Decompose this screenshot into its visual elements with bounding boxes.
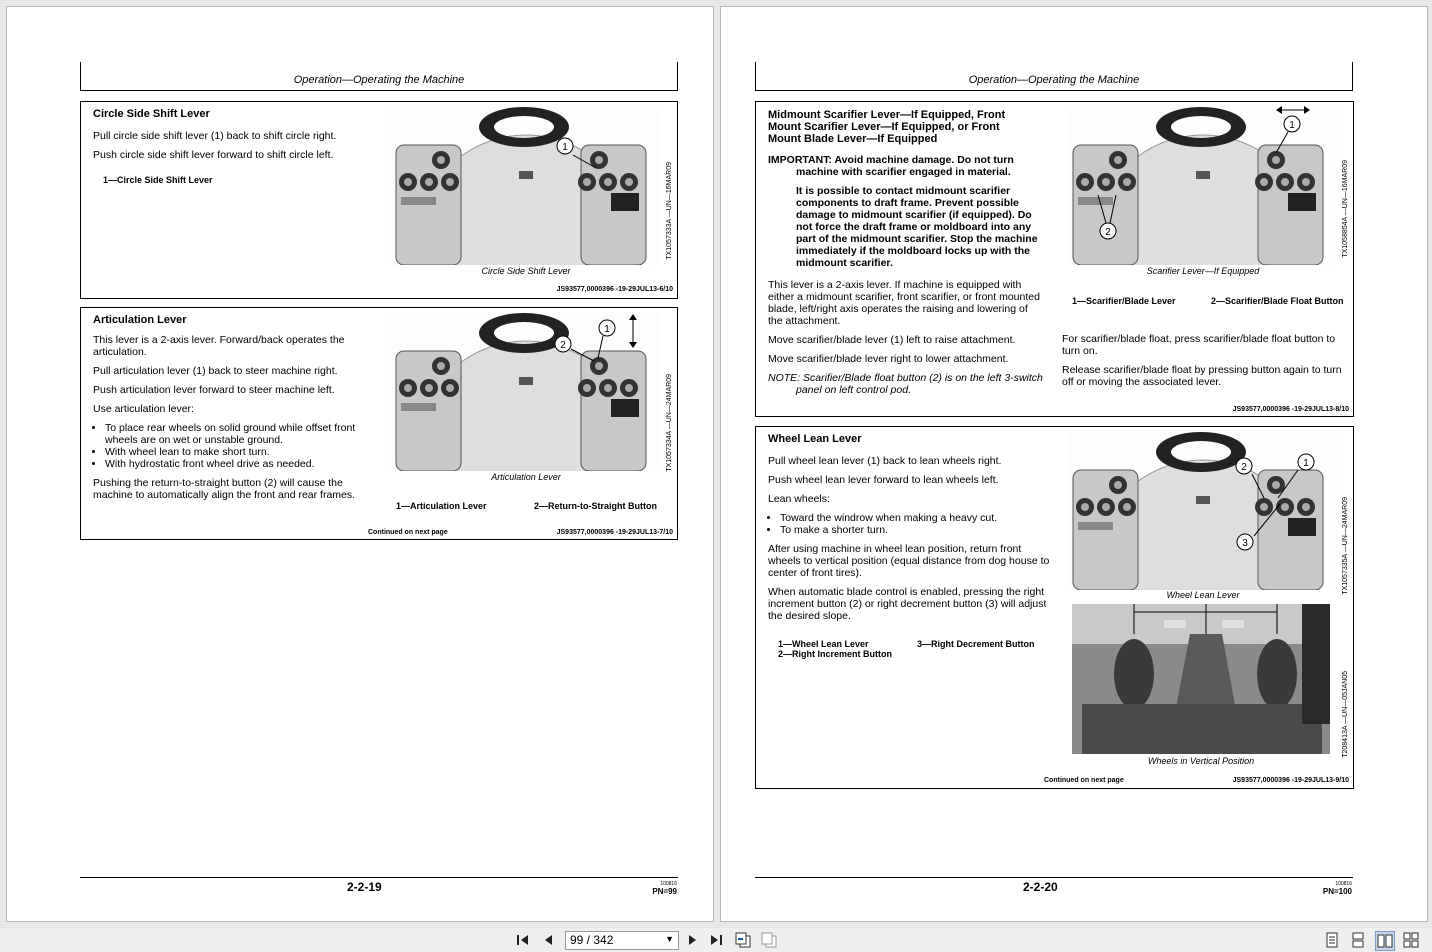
- continued-note: Continued on next page: [368, 529, 448, 536]
- single-page-icon[interactable]: [1323, 931, 1341, 949]
- doc-ref: JS93577,0000396 -19-29JUL13-6/10: [556, 286, 673, 293]
- continued-note: Continued on next page: [1044, 777, 1124, 784]
- svg-text:2: 2: [1105, 227, 1111, 238]
- prev-page-icon[interactable]: [540, 931, 558, 949]
- two-page-continuous-icon[interactable]: [1402, 931, 1420, 949]
- svg-text:1: 1: [1289, 120, 1295, 131]
- last-page-icon[interactable]: [707, 931, 725, 949]
- paragraph: Move scarifier/blade lever right to lower attachment.: [768, 353, 1009, 365]
- paragraph: Push wheel lean lever forward to lean wheels left.: [768, 474, 999, 486]
- figure-legend: 2—Scarifier/Blade Float Button: [1211, 296, 1344, 306]
- paragraph: Release scarifier/blade float by pressing button again to turn off or moving the associated lever.: [1062, 364, 1342, 388]
- left-page: [6, 6, 714, 922]
- paragraph: Pull wheel lean lever (1) back to lean wheels right.: [768, 455, 1002, 467]
- wheels-photo: [1072, 604, 1330, 754]
- footer-rule: [755, 877, 1353, 878]
- list-item: • To make a shorter turn.: [780, 524, 1052, 536]
- figure-legend: 1—Circle Side Shift Lever: [103, 175, 213, 185]
- paragraph: For scarifier/blade float, press scarifier/blade float button to turn on.: [1062, 333, 1336, 357]
- list-item: • With wheel lean to make short turn.: [105, 446, 371, 458]
- figure-id: TX1057335A —UN—24MAR09: [1342, 497, 1349, 595]
- svg-text:1: 1: [1303, 458, 1309, 469]
- section-title: Midmount Scarifier Lever—If Equipped, Front Mount Scarifier Lever—If Equipped, or Front Mount Blade Lever—If Equipped: [768, 109, 1006, 145]
- figure-id: TX1057334A —UN—24MAR09: [666, 374, 673, 472]
- note: NOTE: Scarifier/Blade float button (2) is on the left 3-switch panel on left control pod.: [768, 372, 1043, 396]
- paragraph: Push articulation lever forward to steer machine left.: [93, 384, 335, 396]
- first-page-icon[interactable]: [514, 931, 532, 949]
- list-item: • Toward the windrow when making a heavy cut.: [780, 512, 1052, 524]
- page-number: 2-2-19: [347, 880, 382, 894]
- figure-caption: Circle Side Shift Lever: [481, 266, 571, 276]
- control-panel-figure: [391, 105, 661, 265]
- paragraph: Push circle side shift lever forward to shift circle left.: [93, 149, 334, 161]
- figure-id: TX1058854A —UN—16MAR09: [1342, 160, 1349, 258]
- list-item: • With hydrostatic front wheel drive as needed.: [105, 458, 371, 470]
- control-panel-figure: [391, 311, 661, 471]
- page-number: 2-2-20: [1023, 880, 1058, 894]
- paragraph: Pull articulation lever (1) back to steer machine right.: [93, 365, 338, 377]
- svg-text:3: 3: [1242, 538, 1248, 549]
- go-forward-icon[interactable]: [760, 931, 778, 949]
- go-back-icon[interactable]: [734, 931, 752, 949]
- page-header: Operation—Operating the Machine: [80, 62, 678, 91]
- figure-legend: 2—Return-to-Straight Button: [534, 501, 657, 511]
- page-number-select[interactable]: [565, 931, 679, 950]
- doc-ref: JS93577,0000396 -19-29JUL13-7/10: [556, 529, 673, 536]
- two-page-icon[interactable]: [1375, 931, 1395, 951]
- figure-caption: Articulation Lever: [491, 472, 561, 482]
- doc-ref: JS93577,0000396 -19-29JUL13-8/10: [1232, 406, 1349, 413]
- paragraph: After using machine in wheel lean position, return front wheels to vertical position (equal distance from dog house to center of front tires).: [768, 543, 1050, 579]
- pn-label: 100816 PN=99: [652, 881, 677, 896]
- figure-legend: 1—Wheel Lean Lever: [778, 639, 869, 649]
- wheel-lean-section: [755, 426, 1354, 789]
- page-header: Operation—Operating the Machine: [755, 62, 1353, 91]
- section-title: Circle Side Shift Lever: [93, 108, 210, 120]
- continuous-icon[interactable]: [1349, 931, 1367, 949]
- footer-rule: [80, 877, 678, 878]
- articulation-lever-section: [80, 307, 678, 540]
- control-panel-figure: [1068, 105, 1338, 265]
- paragraph: When automatic blade control is enabled, pressing the right increment button (2) or right decrement button (3) will adjust the desired slope.: [768, 586, 1047, 622]
- figure-legend: 3—Right Decrement Button: [917, 639, 1035, 649]
- important-detail: It is possible to contact midmount scarifier components to draft frame. Prevent possible damage to midmount scarifier (if equipped). Do not force the draft frame or moldboard into any part of the midmount scarifier. Stop the machine immediately if the moldboard locks up with the midmount scarifier.: [796, 185, 1038, 269]
- pn-label: 100816 PN=100: [1322, 881, 1352, 896]
- paragraph: Lean wheels:: [768, 493, 830, 505]
- paragraph: Move scarifier/blade lever (1) left to raise attachment.: [768, 334, 1016, 346]
- page-indicator: 99 / 342: [570, 933, 614, 947]
- bullet-list: [93, 422, 371, 470]
- important-notice: IMPORTANT: Avoid machine damage. Do not turn machine with scarifier engaged in material.: [768, 154, 1014, 178]
- paragraph: Pushing the return-to-straight button (2) will cause the machine to automatically align the front and rear frames.: [93, 477, 356, 501]
- paragraph: Pull circle side shift lever (1) back to shift circle right.: [93, 130, 337, 142]
- control-panel-figure: [1068, 430, 1338, 590]
- figure-legend: 2—Right Increment Button: [778, 649, 892, 659]
- svg-text:2: 2: [560, 340, 566, 351]
- figure-caption: Wheels in Vertical Position: [1147, 756, 1255, 766]
- bullet-list: [768, 512, 1052, 536]
- doc-ref: JS93577,0000396 -19-29JUL13-9/10: [1232, 777, 1349, 784]
- next-page-icon[interactable]: [683, 931, 701, 949]
- figure-id: T208413A —UN—05JAN05: [1342, 671, 1349, 758]
- paragraph: This lever is a 2-axis lever. If machine is equipped with either a midmount scarifier, front scarifier, or front mounted blade, left/right axis operates the raising and lowering of the attachment.: [768, 279, 1040, 327]
- section-title: Wheel Lean Lever: [768, 433, 862, 445]
- chevron-down-icon: ▼: [665, 934, 674, 944]
- svg-text:2: 2: [1241, 462, 1247, 473]
- scarifier-lever-section: [755, 101, 1354, 417]
- svg-text:1: 1: [562, 142, 568, 153]
- right-page: [720, 6, 1428, 922]
- paragraph: Use articulation lever:: [93, 403, 194, 415]
- figure-caption: Scarifier Lever—If Equipped: [1146, 266, 1260, 276]
- svg-text:1: 1: [604, 324, 610, 335]
- figure-legend: 1—Articulation Lever: [396, 501, 487, 511]
- figure-legend: 1—Scarifier/Blade Lever: [1072, 296, 1176, 306]
- viewer-toolbar: [0, 928, 1432, 952]
- section-title: Articulation Lever: [93, 314, 187, 326]
- list-item: • To place rear wheels on solid ground while offset front wheels are on wet or unstable ground.: [105, 422, 371, 446]
- circle-side-shift-section: [80, 101, 678, 299]
- figure-id: TX1057333A —UN—16MAR09: [666, 162, 673, 260]
- figure-caption: Wheel Lean Lever: [1166, 590, 1240, 600]
- paragraph: This lever is a 2-axis lever. Forward/back operates the articulation.: [93, 334, 345, 358]
